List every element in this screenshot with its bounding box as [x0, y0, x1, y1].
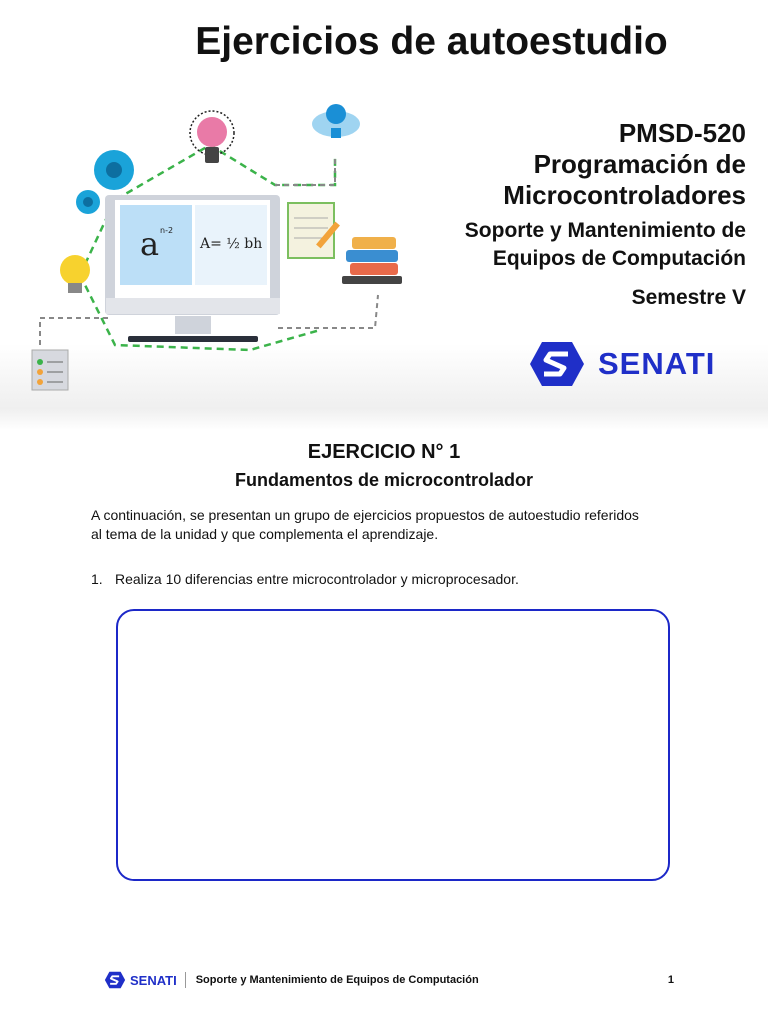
books-icon	[342, 237, 402, 284]
senati-logo-text: SENATI	[598, 346, 716, 381]
monitor-icon	[105, 195, 280, 342]
board-formula-area: A= ½ bh	[200, 236, 263, 252]
career-line1: Soporte y Mantenimiento de	[464, 219, 746, 242]
exercise-subtitle: Fundamentos de microcontrolador	[234, 470, 534, 490]
checklist-icon	[32, 350, 68, 390]
answer-box[interactable]	[116, 609, 670, 881]
page-footer	[104, 969, 674, 991]
footer-logo	[104, 971, 177, 989]
senati-logo-icon	[528, 340, 586, 388]
footer-divider	[185, 972, 186, 988]
board-formula-exp: n-2	[160, 226, 174, 235]
intro-paragraph: A continuación, se presentan un grupo de ejercicios propuestos de autoestudio referidos al tema de la unidad y que complementa el aprendizaje.	[91, 507, 639, 542]
senati-logo-icon	[104, 971, 126, 989]
footer-text: Soporte y Mantenimiento de Equipos de Computación	[195, 974, 479, 986]
question-text: Realiza 10 diferencias entre microcontrolador y microprocesador.	[115, 571, 519, 587]
study-illustration	[20, 100, 420, 400]
career-line2: Equipos de Computación	[492, 247, 746, 270]
cloud-download-icon	[312, 104, 360, 138]
course-name-line1: Programación de	[533, 149, 746, 179]
notebook-icon	[288, 203, 340, 258]
board-formula-a: a	[140, 225, 160, 263]
page-title: Ejercicios de autoestudio	[195, 20, 668, 63]
course-code: PMSD-520	[618, 118, 746, 148]
question-item	[91, 571, 519, 587]
footer-logo-text: SENATI	[130, 972, 177, 988]
course-info	[465, 118, 746, 311]
idea-bulb-icon	[190, 111, 234, 163]
page-number: 1	[667, 974, 674, 986]
exercise-title: EJERCICIO N° 1	[307, 441, 461, 463]
question-number: 1.	[91, 571, 103, 587]
semester: Semestre V	[631, 286, 746, 309]
course-name-line2: Microcontroladores	[503, 180, 746, 210]
senati-logo	[528, 340, 715, 388]
